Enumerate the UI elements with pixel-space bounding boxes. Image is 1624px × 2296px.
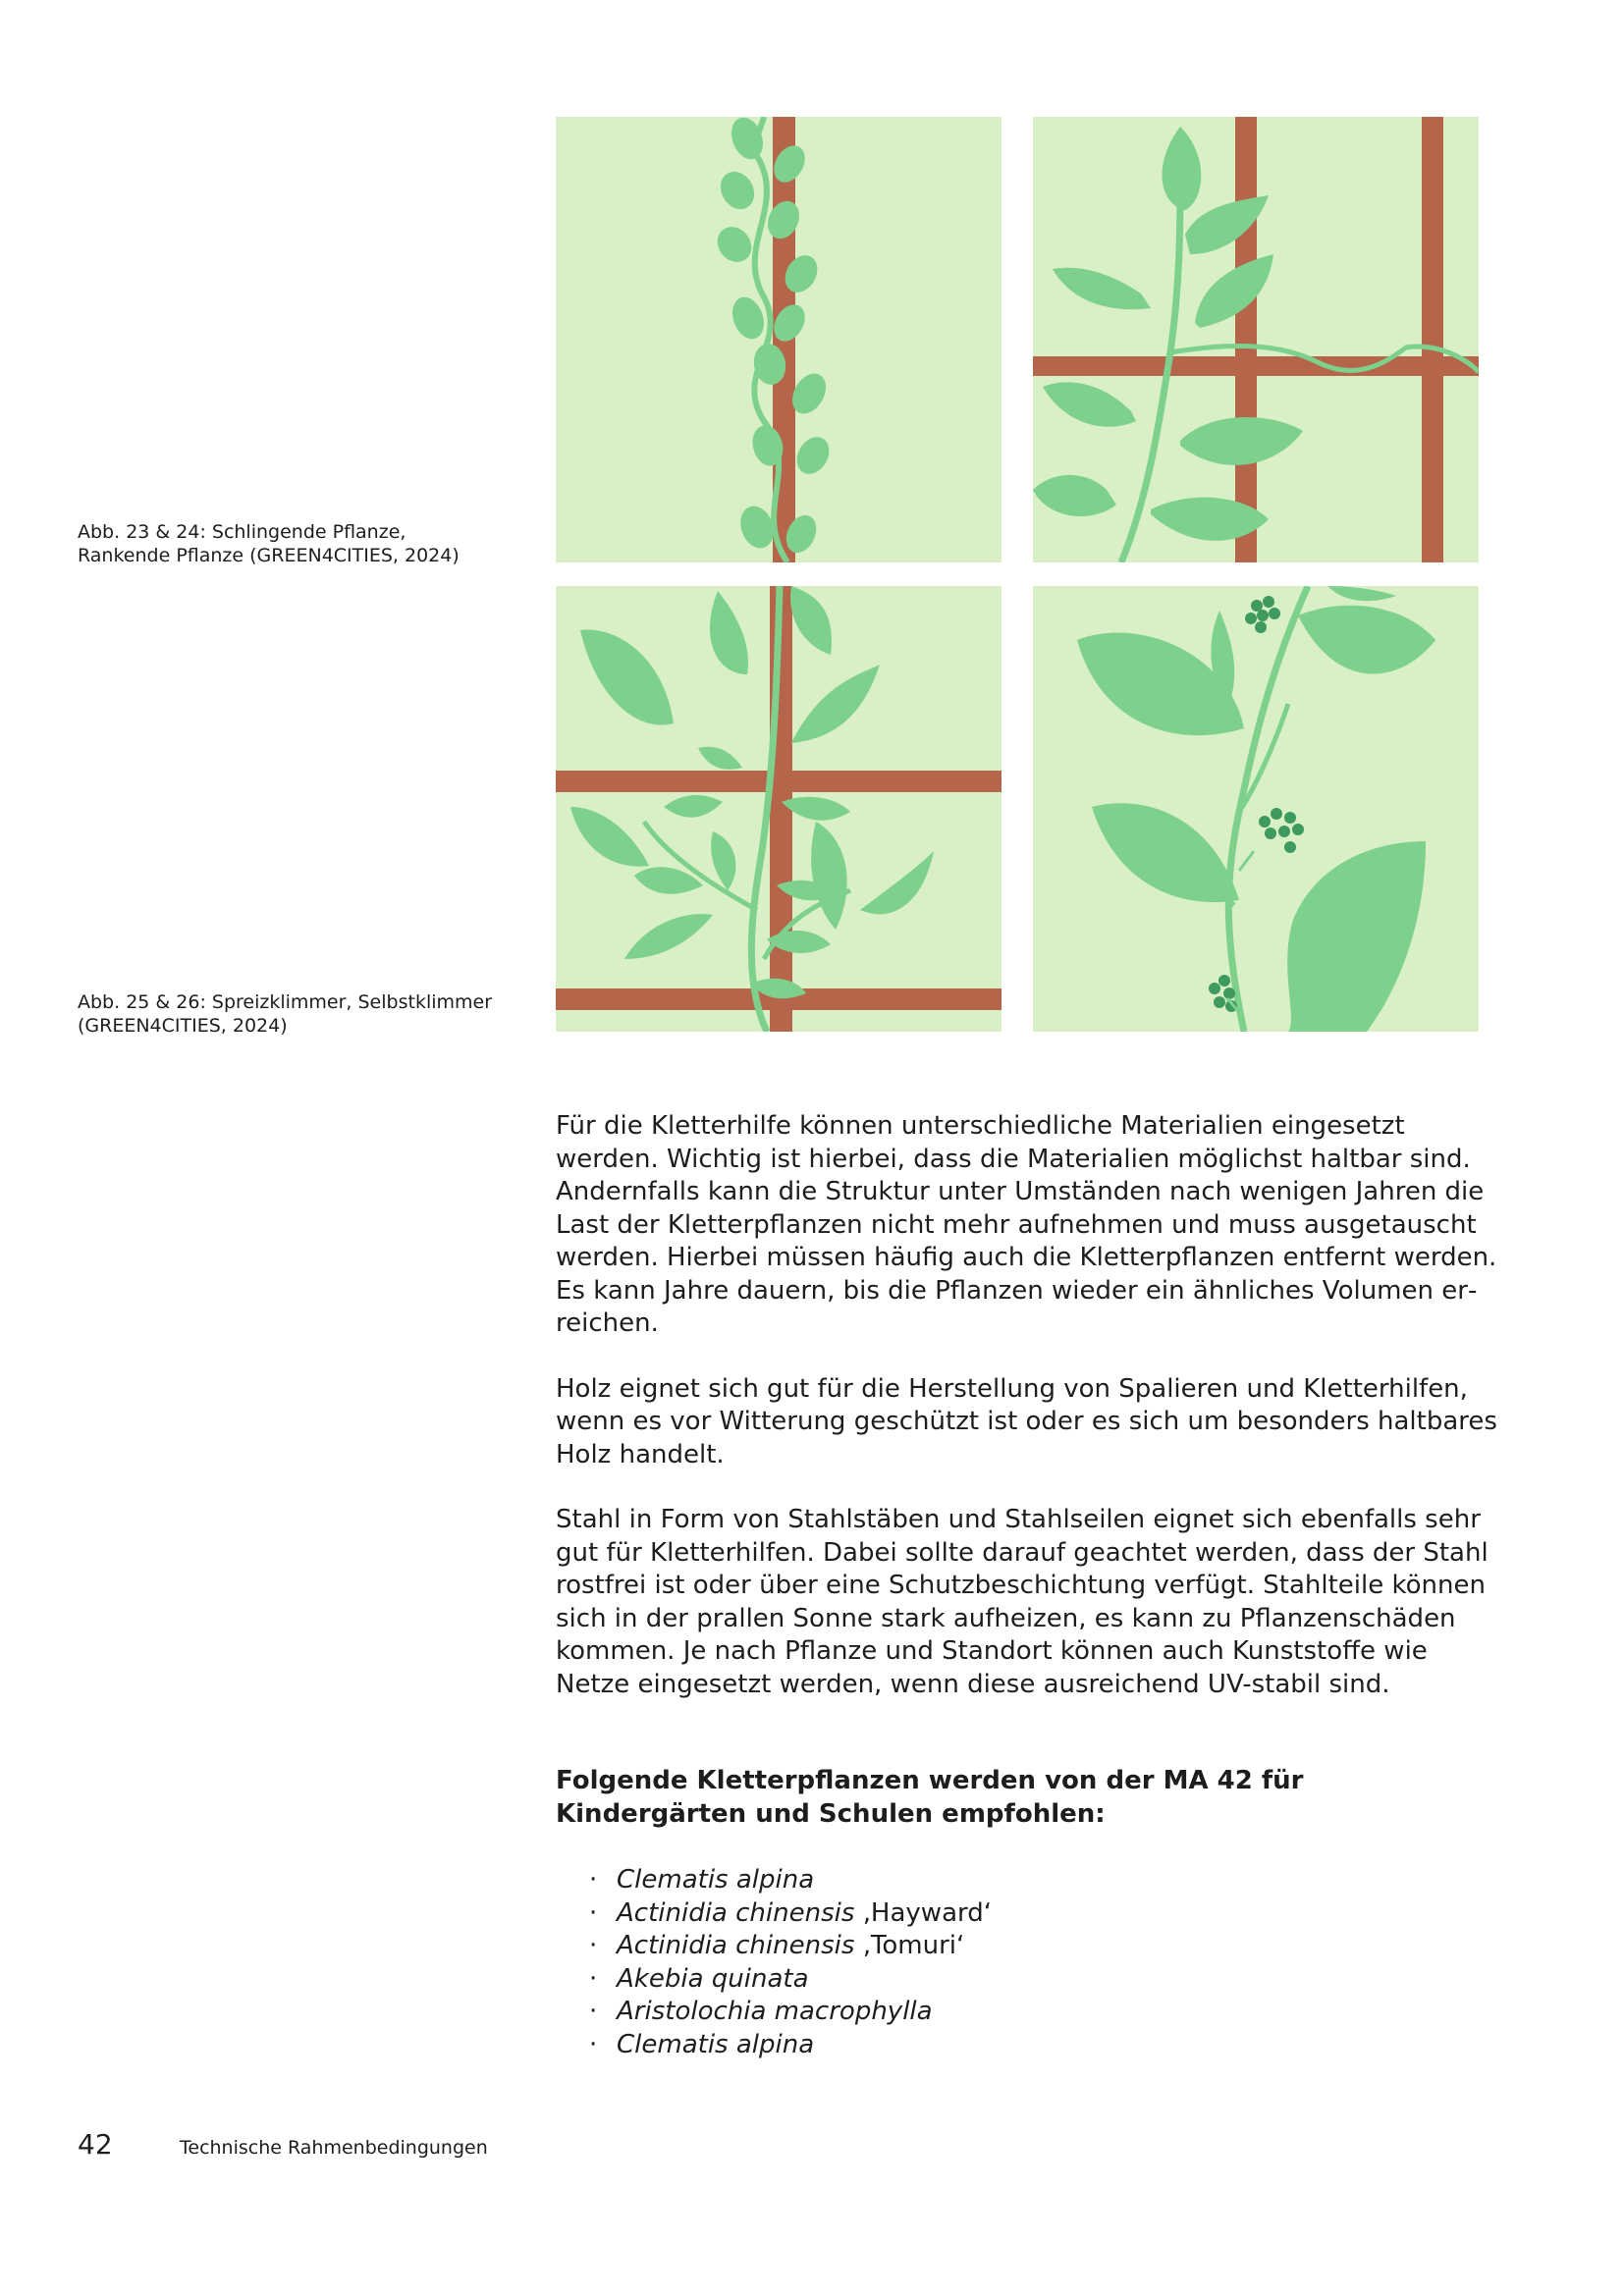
page-number: 42 — [78, 2128, 113, 2161]
bullet: · — [589, 2029, 598, 2059]
plant-name: Actinidia chinensis — [617, 1897, 855, 1928]
bullet: · — [589, 1897, 598, 1928]
plant-name: Actinidia chinensis — [617, 1931, 855, 1960]
self-climber-plant-illustration — [1033, 586, 1479, 1032]
body-text — [556, 1110, 1498, 1734]
plant-cultivar: ‚Tomuri‘ — [854, 1931, 965, 1960]
list-item — [587, 1930, 992, 1963]
plant-name: Aristolochia macrophylla — [617, 1997, 933, 2026]
paragraph-steel: Stahl in Form von Stahlstäben und Stahlseilen eignet sich ebenfalls sehr gut für Kletterhilfen. Dabei sollte darauf geachtet werden, dass der Stahl rostfrei ist oder über eine Schutzbeschichtung verfügt. Stahlteile können sich in der prallen Sonne stark aufheizen, es kann zu Pflanzenschäden kommen. Je nach Pflanze und Standort können auch Kunststoffe wie Netze eingesetzt werden, wenn diese ausreichend UV-stabil sind. — [556, 1505, 1489, 1699]
figure-26-self-climber-plant — [1033, 586, 1479, 1032]
plant-cultivar: ‚Hayward‘ — [854, 1897, 993, 1928]
list-item — [587, 1996, 992, 2029]
twining-plant-illustration — [556, 117, 1001, 562]
bullet: · — [589, 1963, 598, 1994]
figure-caption-25-26: Abb. 25 & 26: Spreizklimmer, Selbstklimmer (GREEN4CITIES, 2024) — [78, 991, 493, 1037]
figure-25-scrambler-plant — [556, 586, 1001, 1032]
bullet: · — [589, 1931, 598, 1960]
list-item — [587, 1864, 992, 1897]
bullet: · — [589, 1997, 598, 2026]
scrambler-plant-illustration — [556, 586, 1001, 1032]
figure-24-tendril-plant — [1033, 117, 1479, 562]
plant-name: Clematis alpina — [617, 2029, 815, 2059]
recommended-plants-list — [587, 1864, 992, 2061]
figure-caption-23-24: Abb. 23 & 24: Schlingende Pflanze, Rankende Pflanze (GREEN4CITIES, 2024) — [78, 521, 460, 566]
plant-name: Akebia quinata — [617, 1963, 809, 1994]
tendril-plant-illustration — [1033, 117, 1479, 562]
plant-name: Clematis alpina — [617, 1865, 815, 1895]
paragraph-wood: Holz eignet sich gut für die Herstellung von Spalieren und Kletterhilfen, wenn es vor Witterung geschützt ist oder es sich um besonders haltbares Holz handelt. — [556, 1373, 1497, 1469]
recommendation-heading: Folgende Kletterpflanzen werden von der MA 42 für Kindergärten und Schulen empfohlen: — [556, 1766, 1304, 1829]
list-item — [587, 1963, 992, 1997]
list-item — [587, 1897, 992, 1931]
running-section-title: Technische Rahmenbedingungen — [180, 2137, 488, 2159]
list-item — [587, 2029, 992, 2062]
bullet: · — [589, 1865, 598, 1895]
paragraph-materials: Für die Kletterhilfe können unterschiedliche Materialien eingesetzt werden. Wichtig ist hierbei, dass die Materialien möglichst haltbar sind. Andernfalls kann die Struktur unter Umständen nach wenigen Jahren die Last der Kletterpflanzen nicht mehr aufnehmen und muss ausgetauscht werden. Hierbei müssen häufig auch die Kletterpflanzen entfernt werden. Es kann Jahre dauern, bis die Pflanzen wieder ein ähnliches Volumen erreichen. — [556, 1111, 1497, 1338]
figure-23-twining-plant — [556, 117, 1001, 562]
